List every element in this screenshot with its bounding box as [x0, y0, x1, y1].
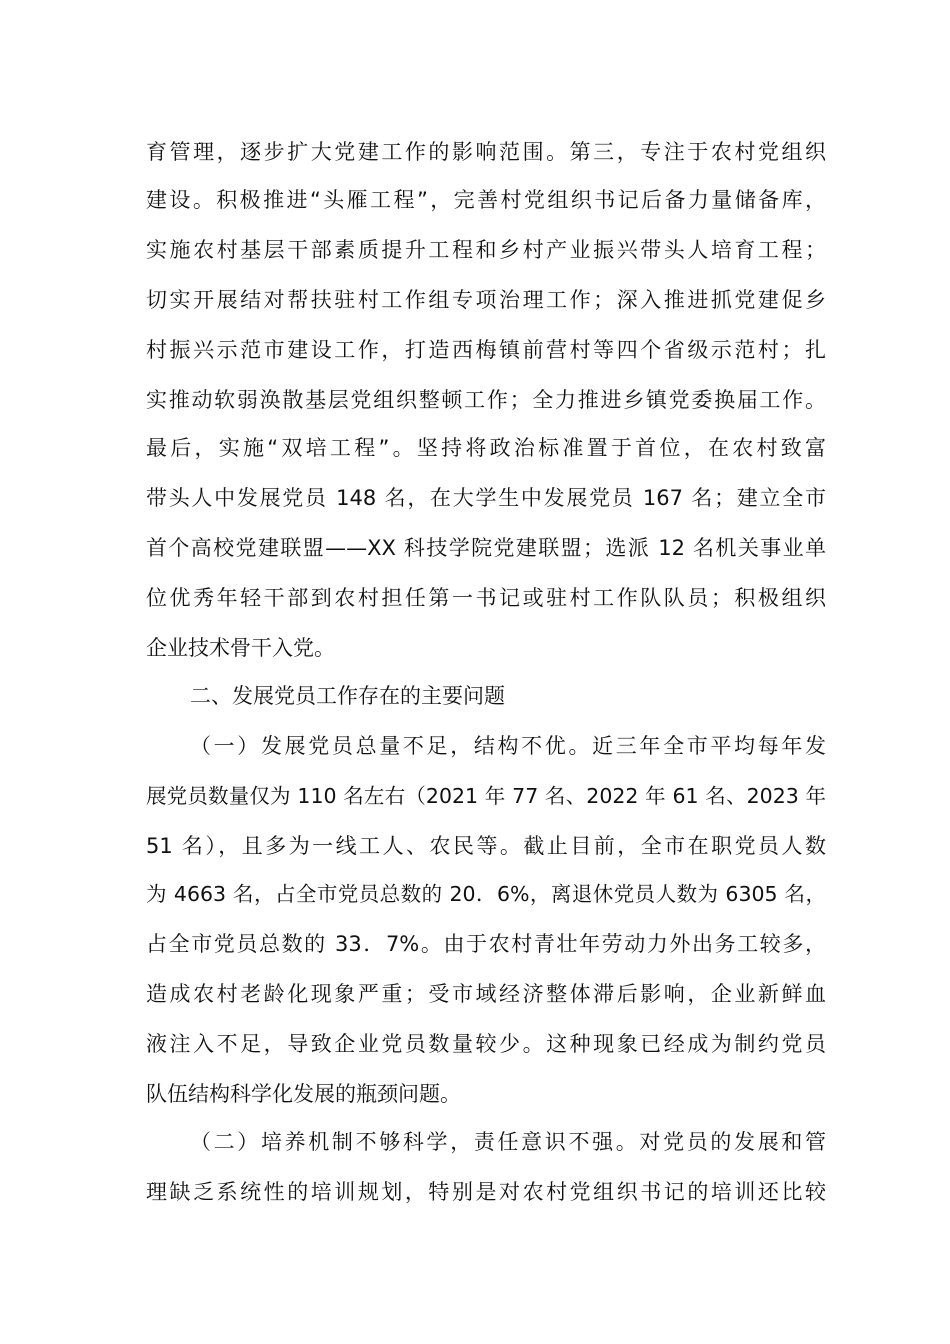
body-text-line: 建设。积极推进“头雁工程”，完善村党组织书记后备力量储备库， — [146, 188, 826, 212]
body-text-line: 理缺乏系统性的培训规划，特别是对农村党组织书记的培训还比较 — [146, 1180, 826, 1204]
body-text-line: 占全市党员总数的 33．7%。由于农村青壮年劳动力外出务工较多， — [146, 932, 826, 956]
body-text-line: 首个高校党建联盟——XX 科技学院党建联盟；选派 12 名机关事业单 — [146, 536, 826, 560]
body-text-line: 展党员数量仅为 110 名左右（2021 年 77 名、2022 年 61 名、2023 年 — [146, 784, 826, 808]
body-text-line: 位优秀年轻干部到农村担任第一书记或驻村工作队队员；积极组织 — [146, 586, 826, 610]
body-text-line: 造成农村老龄化现象严重；受市域经济整体滞后影响，企业新鲜血 — [146, 982, 826, 1006]
body-text-line: 51 名），且多为一线工人、农民等。截止目前，全市在职党员人数 — [146, 834, 826, 858]
body-text-line: 村振兴示范市建设工作，打造西梅镇前营村等四个省级示范村；扎 — [146, 338, 826, 362]
body-text-line: （二）培养机制不够科学，责任意识不强。对党员的发展和管 — [190, 1130, 826, 1154]
body-text-line: 育管理，逐步扩大党建工作的影响范围。第三，专注于农村党组织 — [146, 140, 826, 164]
body-text-line: 为 4663 名，占全市党员总数的 20．6%，离退休党员人数为 6305 名， — [146, 882, 826, 906]
body-text-line: 液注入不足，导致企业党员数量较少。这种现象已经成为制约党员 — [146, 1032, 826, 1056]
body-text-line: 最后，实施“双培工程”。坚持将政治标准置于首位，在农村致富 — [146, 436, 826, 460]
body-text-line: 实推动软弱涣散基层党组织整顿工作；全力推进乡镇党委换届工作。 — [146, 388, 826, 412]
section-heading: 二、发展党员工作存在的主要问题 — [190, 684, 505, 708]
body-text-line: 实施农村基层干部素质提升工程和乡村产业振兴带头人培育工程； — [146, 238, 826, 262]
body-text-line: 切实开展结对帮扶驻村工作组专项治理工作；深入推进抓党建促乡 — [146, 288, 826, 312]
body-text-line: 带头人中发展党员 148 名，在大学生中发展党员 167 名；建立全市 — [146, 486, 826, 510]
body-text-line: 企业技术骨干入党。 — [146, 636, 335, 660]
body-text-line: （一）发展党员总量不足，结构不优。近三年全市平均每年发 — [190, 734, 826, 758]
body-text-line: 队伍结构科学化发展的瓶颈问题。 — [146, 1082, 461, 1106]
